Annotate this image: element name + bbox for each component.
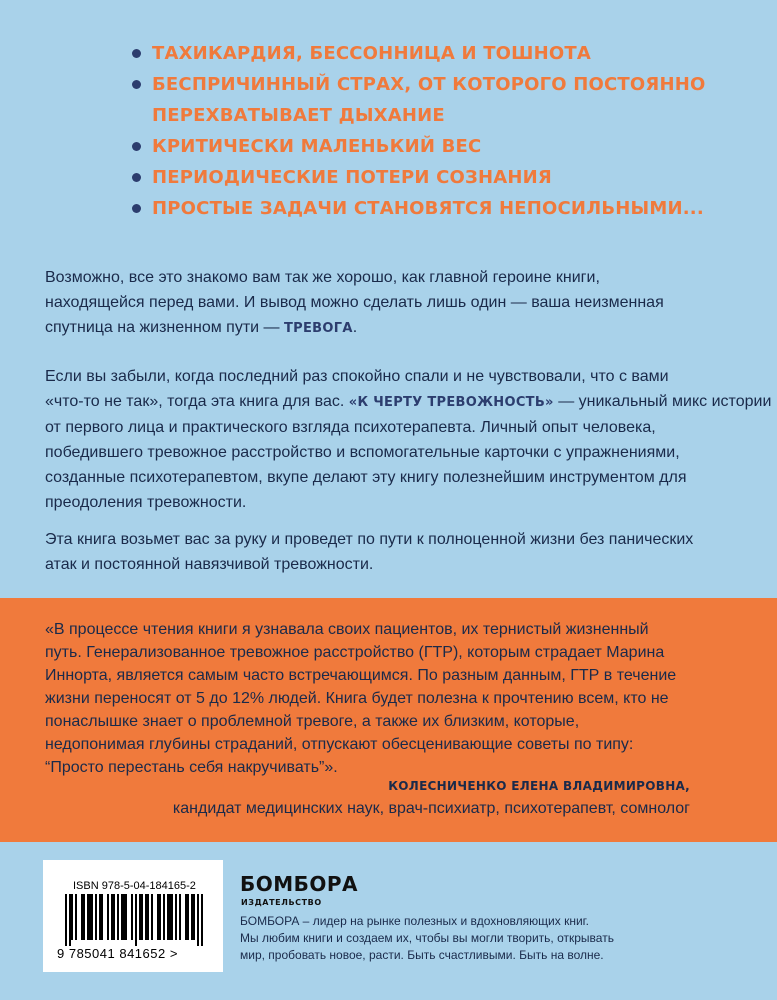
barcode-bar: [193, 894, 195, 940]
barcode-bar: [69, 894, 71, 946]
paragraph-line: созданные психотерапевтом, вкупе делают эту книгу полезнейшим инструментом для: [45, 469, 687, 486]
quote-line: понаслышке знает о проблемной тревоге, а также их близким, которые,: [45, 713, 580, 730]
review-quote-box: [0, 598, 777, 842]
text-run: «что-то не так», тогда эта книга для вас.: [45, 393, 349, 410]
barcode-panel: [43, 860, 223, 972]
barcode-bar: [75, 894, 77, 940]
barcode-bar: [99, 894, 101, 940]
bullet-dot-icon: [132, 80, 141, 89]
quote-line: «В процессе чтения книги я узнавала своих пациентов, их тернистый жизненный: [45, 621, 649, 638]
book-title-highlight: «К ЧЕРТУ ТРЕВОЖНОСТЬ»: [348, 395, 554, 410]
publisher-logo: БОМБОРА: [240, 872, 359, 896]
barcode-bar: [139, 894, 141, 940]
barcode-bar: [163, 894, 165, 940]
barcode-bar: [89, 894, 91, 940]
quote-line: недопонимая глубины страданий, отпускают обесценивающие советы по типу:: [45, 736, 634, 753]
barcode-number: 9 785041 841652 >: [57, 946, 178, 961]
bullet-dot-icon: [132, 173, 141, 182]
barcode-bar: [135, 894, 137, 946]
author-credentials: кандидат медицинских наук, врач-психиатр, психотерапевт, сомнолог: [172, 800, 690, 817]
barcode-bar: [111, 894, 113, 940]
barcode-bar: [157, 894, 159, 940]
barcode-bar: [121, 894, 123, 940]
paragraph-line: победившего тревожное расстройство и вспомогательные карточки с упражнениями,: [45, 444, 680, 461]
quote-line: “Просто перестань себя накручивать”».: [45, 759, 338, 776]
symptom-text-continued: ПЕРЕХВАТЫВАЕТ ДЫХАНИЕ: [152, 105, 445, 126]
description-paragraph: [45, 364, 772, 515]
paragraph-line: находящейся перед вами. И вывод можно сделать лишь один — ваша неизменная: [45, 294, 664, 311]
symptom-item: [130, 162, 760, 193]
bullet-dot-icon: [132, 142, 141, 151]
barcode-bar: [185, 894, 187, 940]
quote-line: жизни переносят от 5 до 12% людей. Книга будет полезна к прочтению всем, кто не: [45, 690, 669, 707]
publisher-line: БОМБОРА – лидер на рынке полезных и вдохновляющих книг.: [240, 914, 589, 928]
barcode-bar: [201, 894, 203, 946]
symptom-text: ПЕРИОДИЧЕСКИЕ ПОТЕРИ СОЗНАНИЯ: [152, 167, 552, 188]
symptom-item: [130, 69, 760, 131]
barcode-bar: [147, 894, 149, 940]
quote-author: КОЛЕСНИЧЕНКО ЕЛЕНА ВЛАДИМИРОВНА,: [388, 779, 690, 793]
barcode-bar: [151, 894, 153, 940]
symptom-item: [130, 38, 760, 69]
symptom-text: ТАХИКАРДИЯ, БЕССОННИЦА И ТОШНОТА: [152, 43, 591, 64]
barcode-bar: [131, 894, 133, 940]
paragraph-line: Эта книга возьмет вас за руку и проведет по пути к полноценной жизни без панических: [45, 531, 694, 548]
paragraph-line: преодоления тревожности.: [45, 494, 247, 511]
isbn-text: ISBN 978-5-04-184165-2: [73, 880, 196, 892]
symptom-item: [130, 131, 760, 162]
barcode-bar: [159, 894, 161, 940]
barcode-bar: [101, 894, 103, 940]
paragraph-line: Если вы забыли, когда последний раз спокойно спали и не чувствовали, что с вами: [45, 368, 669, 385]
barcode-bar: [71, 894, 73, 940]
text-run: — уникальный микс истории: [553, 393, 772, 410]
barcode-bar: [169, 894, 171, 940]
symptom-item: [130, 193, 760, 224]
barcode-bar: [113, 894, 115, 940]
bullet-dot-icon: [132, 49, 141, 58]
barcode-icon: [65, 894, 203, 946]
barcode-bar: [117, 894, 119, 940]
anxiety-highlight: ТРЕВОГА: [284, 321, 353, 336]
intro-paragraph: [45, 265, 745, 341]
paragraph-line: атак и постоянной навязчивой тревожности.: [45, 556, 374, 573]
barcode-bar: [171, 894, 173, 940]
publisher-description: [240, 913, 760, 964]
text-run: .: [352, 319, 358, 336]
quote-line: путь. Генерализованное тревожное расстройство (ГТР), которым страдает Марина: [45, 644, 665, 661]
quote-line: Иннорта, является самым часто встречающимся. По разным данным, ГТР в течение: [45, 667, 677, 684]
barcode-bar: [175, 894, 177, 940]
closing-paragraph: [45, 527, 745, 577]
bullet-dot-icon: [132, 204, 141, 213]
paragraph-line: от первого лица и практического взгляда психотерапевта. Личный опыт человека,: [45, 419, 656, 436]
publisher-logo-subtitle: ИЗДАТЕЛЬСТВО: [241, 898, 322, 907]
text-run: спутница на жизненном пути —: [45, 319, 284, 336]
barcode-bar: [197, 894, 199, 946]
barcode-bar: [65, 894, 67, 946]
barcode-bar: [81, 894, 83, 940]
barcode-bar: [167, 894, 169, 940]
barcode-bar: [107, 894, 109, 940]
publisher-line: Мы любим книги и создаем их, чтобы вы могли творить, открывать: [240, 931, 614, 945]
symptom-text: ПРОСТЫЕ ЗАДАЧИ СТАНОВЯТСЯ НЕПОСИЛЬНЫМИ...: [152, 198, 704, 219]
paragraph-line: [45, 315, 745, 341]
barcode-bar: [145, 894, 147, 940]
review-quote: [45, 618, 745, 779]
symptom-list: [130, 38, 760, 224]
barcode-bar: [95, 894, 97, 940]
barcode-bar: [179, 894, 181, 940]
barcode-bar: [191, 894, 193, 940]
barcode-bar: [141, 894, 143, 940]
symptom-text: КРИТИЧЕСКИ МАЛЕНЬКИЙ ВЕС: [152, 136, 482, 157]
barcode-bar: [123, 894, 125, 940]
barcode-bar: [91, 894, 93, 940]
paragraph-line: Возможно, все это знакомо вам так же хорошо, как главной героине книги,: [45, 269, 600, 286]
barcode-bar: [125, 894, 127, 940]
barcode-bar: [87, 894, 89, 940]
symptom-text: БЕСПРИЧИННЫЙ СТРАХ, ОТ КОТОРОГО ПОСТОЯННО: [152, 74, 706, 95]
paragraph-line: [45, 389, 772, 415]
barcode-bar: [187, 894, 189, 940]
barcode-bar: [83, 894, 85, 940]
publisher-line: мир, пробовать новое, расти. Быть счастливыми. Быть на волне.: [240, 948, 604, 962]
